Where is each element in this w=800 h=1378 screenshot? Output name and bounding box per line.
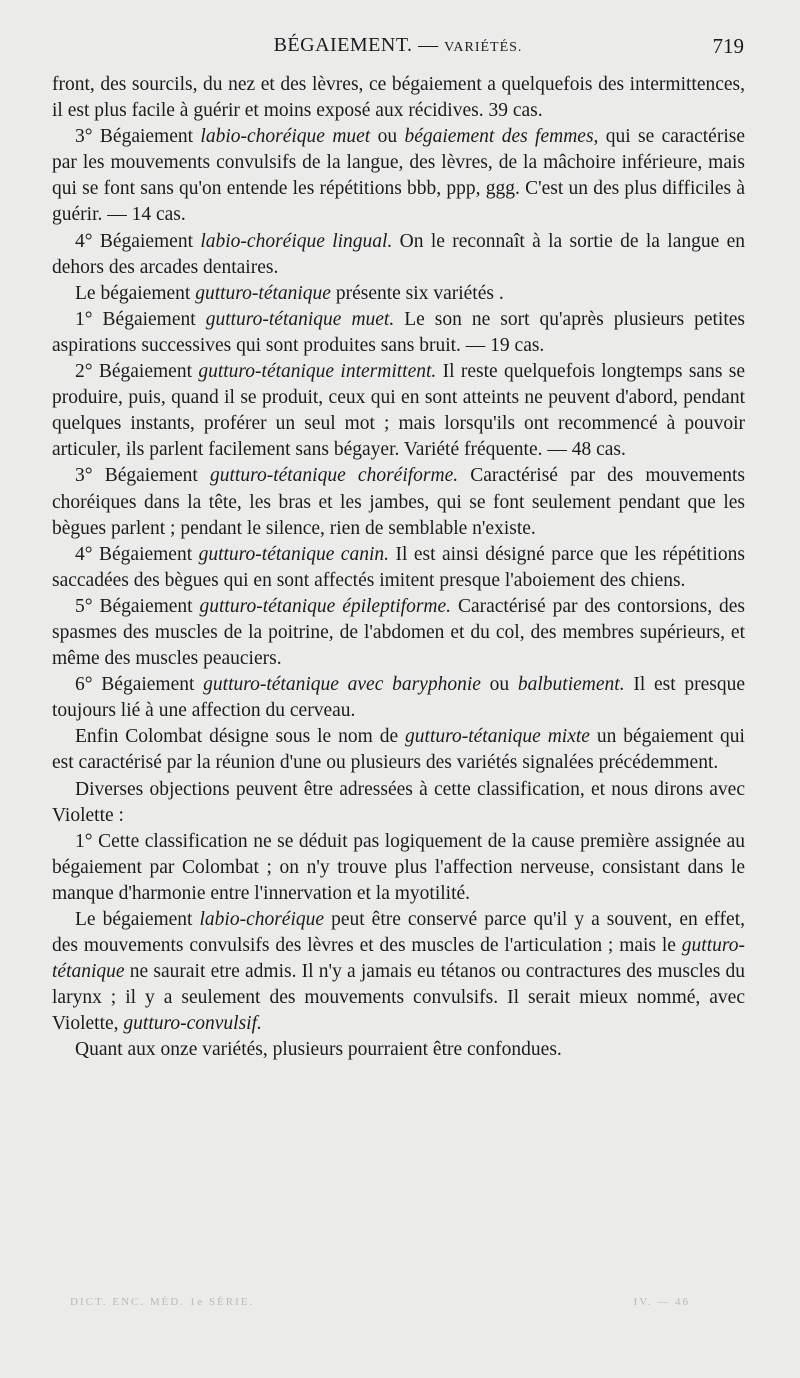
bleed-through-left: DICT. ENC. MÉD. 1e SÉRIE. (70, 1296, 255, 1308)
text-run: 4° Bégaiement (75, 543, 199, 565)
body-text (52, 72, 745, 1064)
italic-term: gutturo-tétanique canin. (198, 543, 390, 565)
paragraph-gutturo-canin (52, 542, 745, 594)
italic-term: gutturo-convulsif. (123, 1013, 262, 1035)
paragraph-gutturo-choreiforme (52, 463, 745, 541)
paragraph-onze-varietes (52, 1037, 745, 1063)
paragraph-objection-1 (52, 829, 745, 907)
italic-term: balbutiement. (517, 674, 625, 696)
paragraph-labio-conserve (52, 907, 745, 1037)
running-title-main: BÉGAIEMENT. (273, 34, 413, 56)
text-run: Le bégaiement (75, 909, 200, 930)
text-run: ne saurait etre admis. Il n'y a jamais eu tétanos ou contractures des muscles du larynx ; il y a seulement des mouvements convulsifs. Il serait mieux nommé, avec Violette, (52, 961, 745, 1035)
italic-term: gutturo-tétanique épileptiforme. (199, 595, 452, 617)
running-title-dash: — (418, 34, 439, 56)
text-run: Il est ainsi désigné parce que les répétitions saccadées des bègues qui en sont affectés imitent presque l'aboiement des chiens. (52, 543, 745, 591)
text-run: 3° Bégaiement (75, 126, 201, 148)
paragraph-gutturo-tetanique-intro (52, 281, 745, 307)
italic-term: gutturo-tétanique intermittent. (198, 361, 437, 383)
text-run: 1° Cette classification ne se déduit pas logiquement de la cause première assignée au bégaiement par Colombat ; on n'y trouve plus l'affection nerveuse, consistant dans le manque d'harmonie entre l'innervation et la myotilité. (52, 830, 745, 904)
text-run: Caractérisé par des contorsions, des spasmes des muscles de la poitrine, de l'abdomen et du col, des membres supérieurs, et même des muscles peauciers. (52, 595, 745, 670)
text-run: Enfin Colombat désigne sous le nom de (75, 726, 406, 748)
text-run: un bégaiement qui est caractérisé par la réunion d'une ou plusieurs des variétés signalées précédemment. (52, 726, 745, 774)
italic-term: labio-choréique lingual. (200, 230, 393, 252)
running-title-subtitle: VARIÉTÉS. (444, 40, 523, 55)
text-run: 4° Bégaiement (75, 230, 201, 252)
italic-term: gutturo-tétanique mixte (405, 726, 590, 748)
running-title (52, 34, 744, 57)
text-run: 2° Bégaiement (75, 361, 199, 383)
text-run: Caractérisé par des mouvements choréiques dans la tête, les bras et les jambes, qui se font seulement pendant que les bègues parlent ; pendant le silence, rien de semblable n'existe. (52, 465, 745, 539)
text-run: , qui se caractérise par les mouvements convulsifs de la langue, des lèvres, de la mâchoire inférieure, mais qui se font sans qu'on entende les répétitions bbb, ppp, ggg. C'est un des plus difficiles à guérir. — 14 cas. (52, 126, 745, 226)
text-run: Il est presque toujours lié à une affection du cerveau. (52, 674, 746, 722)
italic-term: gutturo-tétanique (52, 935, 745, 983)
italic-term: bégaiement des femmes (404, 126, 594, 148)
text-run: 5° Bégaiement (75, 595, 200, 617)
text-run: présente six variétés . (330, 282, 504, 304)
paragraph-gutturo-muet (52, 307, 745, 359)
text-run: Diverses objections peuvent être adressées à cette classification, et nous dirons avec Violette : (52, 778, 745, 826)
italic-term: gutturo-tétanique avec baryphonie (203, 674, 481, 696)
italic-term: labio-choréique (199, 909, 325, 930)
italic-term: gutturo-tétanique (195, 282, 331, 304)
text-run: ou (480, 674, 518, 696)
text-run: On le reconnaît à la sortie de la langue en dehors des arcades dentaires. (52, 230, 745, 278)
text-run: 3° Bégaiement (75, 465, 210, 487)
text-run: ou (370, 126, 405, 148)
paragraph-labio-choreique-muet (52, 124, 745, 228)
italic-term: gutturo-tétanique choréiforme. (210, 465, 459, 487)
page-header (52, 34, 744, 62)
paragraph-gutturo-mixte (52, 724, 745, 776)
paragraph-gutturo-baryphonie (52, 672, 745, 724)
text-run: Le bégaiement (75, 282, 196, 304)
text-run: 1° Bégaiement (75, 308, 206, 330)
text-run: peut être conservé parce qu'il y a souvent, en effet, des mouvements convulsifs des lèvres et des muscles de l'articulation ; mais le (52, 909, 745, 957)
paragraph-labio-choreique-lingual (52, 229, 745, 281)
page-number: 719 (712, 34, 744, 58)
paragraph-gutturo-epileptiforme (52, 594, 745, 672)
text-run: Le son ne sort qu'après plusieurs petites aspirations successives qui sont produites sans bruit. — 19 cas. (52, 308, 746, 356)
paragraph-continuation (52, 72, 745, 124)
text-run: Quant aux onze variétés, plusieurs pourraient être confondues. (75, 1039, 562, 1061)
bleed-through-footer (70, 1296, 730, 1308)
text-run: front, des sourcils, du nez et des lèvres, ce bégaiement a quelquefois des intermittences, il est plus facile à guérir et moins exposé aux récidives. 39 cas. (52, 74, 745, 122)
text-run: 6° Bégaiement (75, 674, 204, 696)
paragraph-objections (52, 777, 745, 829)
text-run: Il reste quelquefois longtemps sans se produire, puis, quand il se produit, ceux qui en sont atteints ne peuvent d'abord, pendant quelques instants, proférer un seul mot ; mais lorsqu'ils ont recommencé à pouvoir articuler, ils parlent facilement sans bégayer. Variété fréquente. — 48 cas. (52, 361, 745, 461)
paragraph-gutturo-intermittent (52, 359, 745, 463)
italic-term: labio-choréique muet (200, 126, 371, 148)
italic-term: gutturo-tétanique muet. (205, 308, 395, 330)
bleed-through-right: IV. — 46 (633, 1296, 690, 1308)
